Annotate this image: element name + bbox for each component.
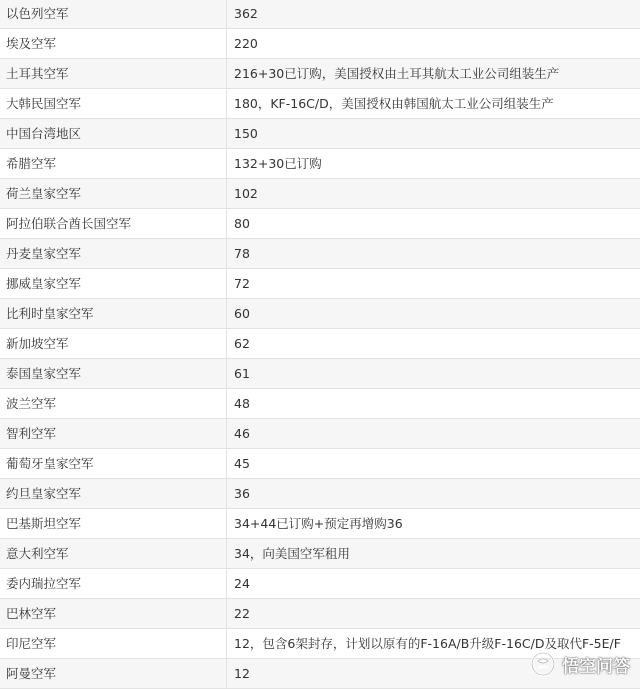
country-cell: 波兰空军 [0,389,227,418]
table-row [0,389,640,419]
quantity-cell: 34+44已订购+预定再增购36 [234,516,403,531]
quantity-cell: 180，KF-16C/D，美国授权由韩国航太工业公司组装生产 [234,96,554,111]
country-cell: 阿拉伯联合酋长国空军 [0,209,227,238]
country-cell: 葡萄牙皇家空军 [0,449,227,478]
country-cell: 泰国皇家空军 [0,359,227,388]
country-cell: 以色列空军 [0,0,227,28]
table-row [0,0,640,29]
table-row [0,479,640,509]
table-row [0,59,640,89]
table-row [0,539,640,569]
table-row [0,599,640,629]
table-row [0,419,640,449]
quantity-cell: 78 [234,246,250,261]
country-cell: 巴基斯坦空军 [0,509,227,538]
quantity-cell: 45 [234,456,250,471]
table-row [0,239,640,269]
country-cell: 大韩民国空军 [0,89,227,118]
table-row [0,269,640,299]
table-row [0,629,640,659]
table-row [0,89,640,119]
country-cell: 比利时皇家空军 [0,299,227,328]
table-row [0,569,640,599]
table-row [0,149,640,179]
country-cell: 丹麦皇家空军 [0,239,227,268]
country-cell: 约旦皇家空军 [0,479,227,508]
country-cell: 印尼空军 [0,629,227,658]
quantity-cell: 102 [234,186,258,201]
table-row [0,299,640,329]
quantity-cell: 132+30已订购 [234,156,322,171]
quantity-cell: 34，向美国空军租用 [234,546,350,561]
quantity-cell: 72 [234,276,250,291]
country-cell: 智利空军 [0,419,227,448]
country-cell: 新加坡空军 [0,329,227,358]
quantity-cell: 46 [234,426,250,441]
country-cell: 荷兰皇家空军 [0,179,227,208]
table-row [0,449,640,479]
country-cell: 埃及空军 [0,29,227,58]
watermark-text: 悟空问答 [562,656,630,677]
country-cell: 委内瑞拉空军 [0,569,227,598]
country-cell: 挪威皇家空军 [0,269,227,298]
table-row [0,509,640,539]
table-row [0,179,640,209]
country-cell: 土耳其空军 [0,59,227,88]
quantity-cell: 22 [234,606,250,621]
quantity-cell: 216+30已订购，美国授权由土耳其航太工业公司组装生产 [234,66,560,81]
quantity-cell: 48 [234,396,250,411]
quantity-cell: 150 [234,126,258,141]
country-cell: 巴林空军 [0,599,227,628]
table-row [0,329,640,359]
table-row [0,209,640,239]
quantity-cell: 80 [234,216,250,231]
quantity-cell: 12，包含6架封存，计划以原有的F-16A/B升级F-16C/D及取代F-5E/F [234,636,621,651]
quantity-cell: 60 [234,306,250,321]
quantity-cell: 62 [234,336,250,351]
country-cell: 意大利空军 [0,539,227,568]
country-cell: 阿曼空军 [0,659,227,688]
table-row [0,29,640,59]
table-row [0,359,640,389]
country-cell: 中国台湾地区 [0,119,227,148]
quantity-cell: 61 [234,366,250,381]
country-cell: 希腊空军 [0,149,227,178]
quantity-cell: 24 [234,576,250,591]
table-row [0,119,640,149]
table-row [0,659,640,689]
quantity-cell: 36 [234,486,250,501]
quantity-cell: 220 [234,36,258,51]
quantity-cell: 362 [234,6,258,21]
quantity-cell: 12 [234,666,250,681]
